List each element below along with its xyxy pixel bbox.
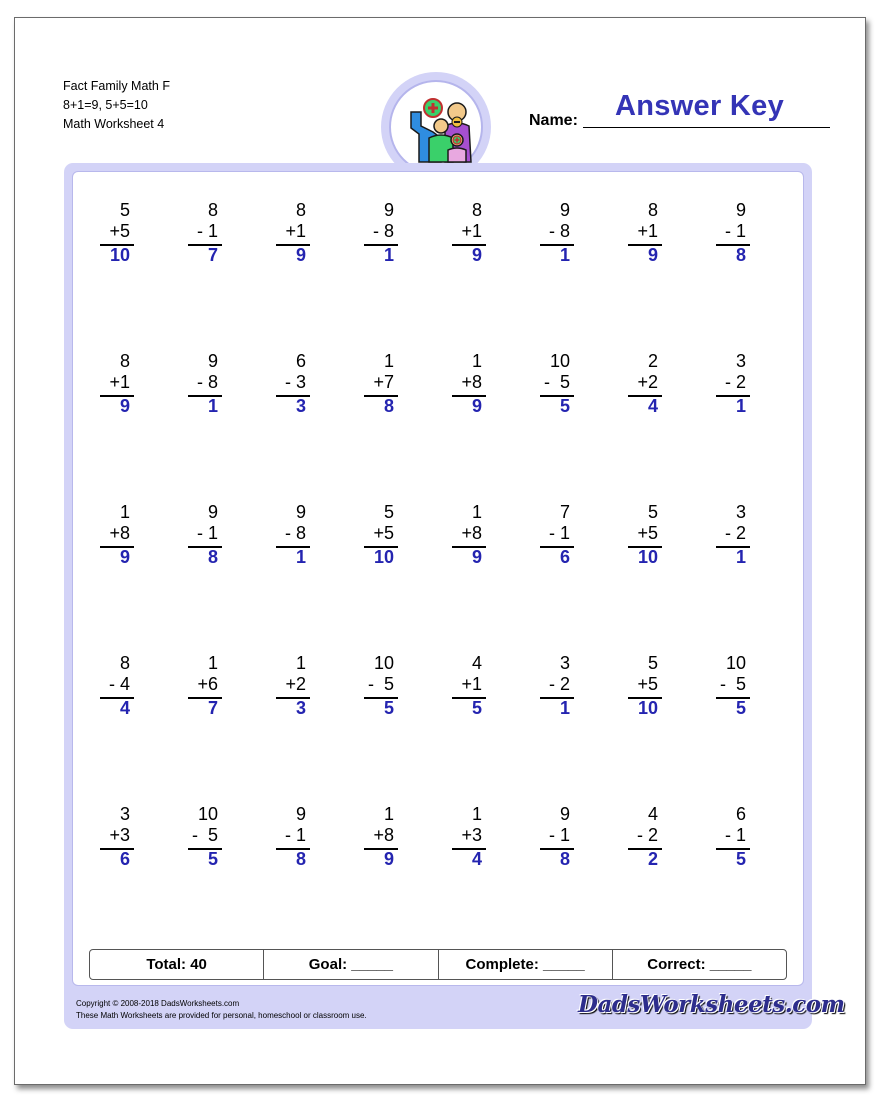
- problem-answer: 7: [207, 698, 218, 718]
- problem-top-number: 8: [207, 200, 218, 220]
- problem-answer: 10: [373, 547, 394, 567]
- math-problem: [170, 502, 240, 582]
- name-area: [529, 90, 834, 130]
- problem-operator-number: +2: [285, 674, 306, 694]
- score-correct[interactable]: Correct: _____: [647, 956, 752, 973]
- problem-answer: 5: [559, 396, 570, 416]
- math-problem: [434, 200, 504, 280]
- problem-operator-number: +1: [285, 221, 306, 241]
- problem-answer: 8: [207, 547, 218, 567]
- copyright-text: Copyright © 2008-2018 DadsWorksheets.com: [76, 999, 240, 1008]
- problem-top-number: 9: [735, 200, 746, 220]
- math-problem: [698, 804, 768, 884]
- math-problem: [82, 804, 152, 884]
- problem-top-number: 1: [119, 502, 130, 522]
- problem-operator-number: +6: [197, 674, 218, 694]
- math-problem: [258, 502, 328, 582]
- problem-top-number: 8: [647, 200, 658, 220]
- problem-answer: 9: [119, 396, 130, 416]
- math-problem: [82, 502, 152, 582]
- problem-operator-number: - 8: [284, 523, 306, 543]
- problem-operator-number: - 8: [372, 221, 394, 241]
- math-problem: [522, 502, 592, 582]
- problem-answer: 3: [295, 396, 306, 416]
- problem-operator-number: - 1: [196, 523, 218, 543]
- math-problem: [610, 804, 680, 884]
- score-total: Total: 40: [90, 950, 264, 979]
- problem-answer: 5: [735, 698, 746, 718]
- problem-answer: 1: [559, 245, 570, 265]
- problem-top-number: 5: [647, 502, 658, 522]
- problem-answer: 10: [637, 547, 658, 567]
- math-problem: [346, 200, 416, 280]
- problem-operator-number: +1: [637, 221, 658, 241]
- problem-top-number: 10: [725, 653, 746, 673]
- problem-top-number: 6: [295, 351, 306, 371]
- math-problem: [346, 804, 416, 884]
- math-problem: [434, 804, 504, 884]
- problem-operator-number: +7: [373, 372, 394, 392]
- math-problem: [258, 653, 328, 733]
- problem-top-number: 9: [559, 200, 570, 220]
- score-goal[interactable]: Goal: _____: [264, 950, 438, 979]
- problem-operator-number: +1: [461, 674, 482, 694]
- problem-top-number: 2: [647, 351, 658, 371]
- problem-top-number: 1: [207, 653, 218, 673]
- problem-answer: 6: [559, 547, 570, 567]
- problem-answer: 4: [647, 396, 658, 416]
- problem-operator-number: - 1: [196, 221, 218, 241]
- math-problem: [698, 653, 768, 733]
- problem-top-number: 1: [471, 804, 482, 824]
- problem-operator-number: +5: [637, 674, 658, 694]
- problem-top-number: 1: [471, 502, 482, 522]
- worksheet-frame: [64, 163, 812, 1029]
- problem-answer: 1: [383, 245, 394, 265]
- problem-answer: 8: [559, 849, 570, 869]
- problem-answer: 9: [119, 547, 130, 567]
- math-problem: [82, 653, 152, 733]
- problem-operator-number: - 1: [724, 221, 746, 241]
- logo-inner-circle: [389, 80, 483, 174]
- problem-answer: 9: [471, 396, 482, 416]
- problem-top-number: 1: [295, 653, 306, 673]
- problem-operator-number: - 2: [724, 523, 746, 543]
- problem-answer: 3: [295, 698, 306, 718]
- problem-top-number: 9: [207, 502, 218, 522]
- problem-answer: 4: [119, 698, 130, 718]
- problem-answer: 9: [471, 547, 482, 567]
- footer-text: [76, 998, 367, 1022]
- score-complete[interactable]: Complete: _____: [439, 950, 613, 979]
- problem-top-number: 10: [197, 804, 218, 824]
- problem-answer: 5: [735, 849, 746, 869]
- problem-top-number: 1: [471, 351, 482, 371]
- problem-top-number: 4: [647, 804, 658, 824]
- problem-top-number: 5: [647, 653, 658, 673]
- problem-operator-number: - 3: [284, 372, 306, 392]
- problem-operator-number: +3: [109, 825, 130, 845]
- math-problem: [82, 200, 152, 280]
- problem-operator-number: - 5: [543, 372, 570, 392]
- problem-top-number: 10: [373, 653, 394, 673]
- problem-top-number: 8: [471, 200, 482, 220]
- problem-answer: 8: [295, 849, 306, 869]
- math-problem: [258, 351, 328, 431]
- problem-top-number: 3: [735, 502, 746, 522]
- problem-operator-number: - 1: [548, 825, 570, 845]
- math-problem: [610, 653, 680, 733]
- worksheet-number: Math Worksheet 4: [63, 117, 165, 131]
- problem-answer: 6: [119, 849, 130, 869]
- problem-answer: 9: [295, 245, 306, 265]
- problem-answer: 7: [207, 245, 218, 265]
- problem-top-number: 4: [471, 653, 482, 673]
- math-problem: [434, 502, 504, 582]
- problem-top-number: 3: [735, 351, 746, 371]
- problem-operator-number: +3: [461, 825, 482, 845]
- problem-top-number: 5: [383, 502, 394, 522]
- problem-operator-number: - 1: [724, 825, 746, 845]
- problem-answer: 1: [295, 547, 306, 567]
- score-bar: [89, 949, 787, 980]
- worksheet-facts: 8+1=9, 5+5=10: [63, 98, 148, 112]
- problem-top-number: 9: [207, 351, 218, 371]
- problem-operator-number: - 1: [548, 523, 570, 543]
- problem-operator-number: - 2: [724, 372, 746, 392]
- problem-operator-number: - 1: [284, 825, 306, 845]
- worksheet-header: [63, 77, 170, 134]
- problem-answer: 1: [207, 396, 218, 416]
- math-problem: [258, 200, 328, 280]
- problem-operator-number: +2: [637, 372, 658, 392]
- problem-answer: 10: [109, 245, 130, 265]
- name-label: Name:: [529, 112, 578, 129]
- problem-answer: 2: [647, 849, 658, 869]
- problem-top-number: 3: [559, 653, 570, 673]
- answer-key-label: Answer Key: [615, 90, 785, 122]
- math-problem: [346, 653, 416, 733]
- problem-answer: 10: [637, 698, 658, 718]
- math-problem: [698, 200, 768, 280]
- problem-answer: 1: [735, 547, 746, 567]
- problem-answer: 5: [383, 698, 394, 718]
- brand-logo[interactable]: DadsWorksheets.com: [578, 991, 845, 1018]
- problem-top-number: 9: [295, 804, 306, 824]
- problem-operator-number: +1: [109, 372, 130, 392]
- math-problem: [522, 804, 592, 884]
- name-line[interactable]: [583, 127, 830, 128]
- math-problem: [434, 653, 504, 733]
- math-problem: [170, 804, 240, 884]
- problem-top-number: 8: [119, 653, 130, 673]
- problem-answer: 5: [471, 698, 482, 718]
- problem-operator-number: +8: [461, 523, 482, 543]
- math-problem: [610, 502, 680, 582]
- problem-top-number: 1: [383, 804, 394, 824]
- math-problem: [346, 502, 416, 582]
- problem-top-number: 1: [383, 351, 394, 371]
- problem-operator-number: - 4: [108, 674, 130, 694]
- problem-top-number: 5: [119, 200, 130, 220]
- problem-operator-number: +5: [637, 523, 658, 543]
- problem-answer: 8: [735, 245, 746, 265]
- problem-operator-number: +5: [109, 221, 130, 241]
- math-problem: [346, 351, 416, 431]
- math-problem: [610, 200, 680, 280]
- problem-operator-number: - 8: [196, 372, 218, 392]
- problem-operator-number: - 8: [548, 221, 570, 241]
- problem-operator-number: +8: [109, 523, 130, 543]
- problem-top-number: 6: [735, 804, 746, 824]
- math-problem: [170, 653, 240, 733]
- problem-answer: 9: [383, 849, 394, 869]
- problem-top-number: 3: [119, 804, 130, 824]
- problem-operator-number: +1: [461, 221, 482, 241]
- usage-note: These Math Worksheets are provided for personal, homeschool or classroom use.: [76, 1011, 367, 1020]
- problem-operator-number: - 2: [548, 674, 570, 694]
- problem-operator-number: - 5: [719, 674, 746, 694]
- problem-top-number: 9: [559, 804, 570, 824]
- worksheet-title: Fact Family Math F: [63, 79, 170, 93]
- problem-operator-number: - 5: [191, 825, 218, 845]
- math-problem: [434, 351, 504, 431]
- problem-answer: 4: [471, 849, 482, 869]
- problem-operator-number: +5: [373, 523, 394, 543]
- problem-answer: 1: [559, 698, 570, 718]
- family-icon: [391, 82, 481, 172]
- math-problem: [698, 351, 768, 431]
- problem-answer: 9: [471, 245, 482, 265]
- math-problem: [698, 502, 768, 582]
- problem-answer: 1: [735, 396, 746, 416]
- math-problem: [170, 200, 240, 280]
- problem-top-number: 9: [295, 502, 306, 522]
- problem-operator-number: +8: [461, 372, 482, 392]
- math-problem: [522, 351, 592, 431]
- problem-answer: 9: [647, 245, 658, 265]
- problem-answer: 8: [383, 396, 394, 416]
- math-problem: [610, 351, 680, 431]
- math-problem: [522, 653, 592, 733]
- problem-top-number: 8: [119, 351, 130, 371]
- problem-top-number: 10: [549, 351, 570, 371]
- problem-operator-number: - 2: [636, 825, 658, 845]
- problem-top-number: 9: [383, 200, 394, 220]
- problem-operator-number: - 5: [367, 674, 394, 694]
- problem-operator-number: +8: [373, 825, 394, 845]
- math-problem: [258, 804, 328, 884]
- math-problem: [522, 200, 592, 280]
- problem-answer: 5: [207, 849, 218, 869]
- problem-top-number: 8: [295, 200, 306, 220]
- math-problem: [170, 351, 240, 431]
- problem-top-number: 7: [559, 502, 570, 522]
- math-problem: [82, 351, 152, 431]
